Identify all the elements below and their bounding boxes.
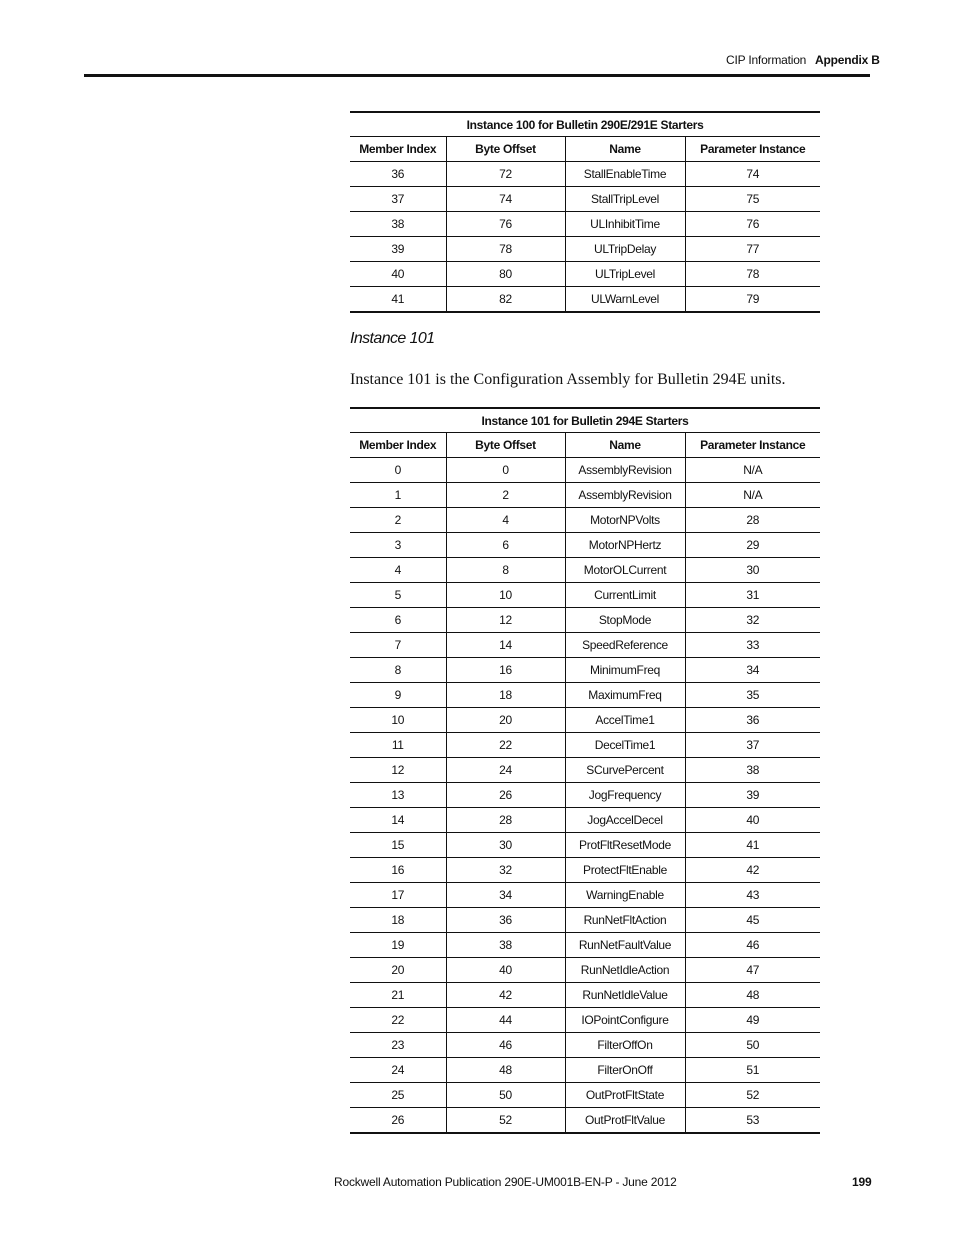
name-cell: ProtectFltEnable (565, 858, 685, 883)
name-cell: MaximumFreq (565, 683, 685, 708)
name-cell: WarningEnable (565, 883, 685, 908)
member-index-cell: 20 (350, 958, 446, 983)
parameter-instance-cell: 39 (685, 783, 820, 808)
byte-offset-cell: 38 (446, 933, 565, 958)
byte-offset-cell: 40 (446, 958, 565, 983)
member-index-cell: 6 (350, 608, 446, 633)
byte-offset-cell: 32 (446, 858, 565, 883)
member-index-cell: 41 (350, 287, 446, 313)
column-header: Name (565, 433, 685, 458)
table-row (350, 508, 820, 533)
table-row (350, 458, 820, 483)
byte-offset-cell: 10 (446, 583, 565, 608)
parameter-instance-cell: 31 (685, 583, 820, 608)
member-index-cell: 12 (350, 758, 446, 783)
table-row (350, 1033, 820, 1058)
header-appendix-label: Appendix B (815, 53, 880, 67)
member-index-cell: 3 (350, 533, 446, 558)
name-cell: ULInhibitTime (565, 212, 685, 237)
name-cell: IOPointConfigure (565, 1008, 685, 1033)
member-index-cell: 21 (350, 983, 446, 1008)
name-cell: CurrentLimit (565, 583, 685, 608)
parameter-instance-cell: 79 (685, 287, 820, 313)
table1-body (350, 112, 820, 312)
member-index-cell: 25 (350, 1083, 446, 1108)
member-index-cell: 9 (350, 683, 446, 708)
table-row (350, 858, 820, 883)
name-cell: StallTripLevel (565, 187, 685, 212)
parameter-instance-cell: 48 (685, 983, 820, 1008)
table-row (350, 212, 820, 237)
parameter-instance-cell: 37 (685, 733, 820, 758)
member-index-cell: 0 (350, 458, 446, 483)
parameter-instance-cell: 29 (685, 533, 820, 558)
parameter-instance-cell: N/A (685, 483, 820, 508)
name-cell: RunNetIdleValue (565, 983, 685, 1008)
byte-offset-cell: 26 (446, 783, 565, 808)
parameter-instance-cell: 78 (685, 262, 820, 287)
member-index-cell: 19 (350, 933, 446, 958)
parameter-instance-cell: 45 (685, 908, 820, 933)
name-cell: DecelTime1 (565, 733, 685, 758)
column-header: Member Index (350, 433, 446, 458)
column-header: Parameter Instance (685, 137, 820, 162)
name-cell: AssemblyRevision (565, 483, 685, 508)
parameter-instance-cell: 36 (685, 708, 820, 733)
table-row (350, 237, 820, 262)
table-row (350, 783, 820, 808)
name-cell: MotorNPVolts (565, 508, 685, 533)
parameter-instance-cell: 43 (685, 883, 820, 908)
table-row (350, 1058, 820, 1083)
table-row (350, 558, 820, 583)
name-cell: ULWarnLevel (565, 287, 685, 313)
member-index-cell: 22 (350, 1008, 446, 1033)
table-row (350, 483, 820, 508)
name-cell: StallEnableTime (565, 162, 685, 187)
page-number: 199 (852, 1175, 872, 1189)
parameter-instance-cell: 51 (685, 1058, 820, 1083)
parameter-instance-cell: 30 (685, 558, 820, 583)
byte-offset-cell: 72 (446, 162, 565, 187)
parameter-instance-cell: 74 (685, 162, 820, 187)
parameter-instance-cell: 32 (685, 608, 820, 633)
table-row (350, 1083, 820, 1108)
byte-offset-cell: 74 (446, 187, 565, 212)
byte-offset-cell: 14 (446, 633, 565, 658)
table-row (350, 533, 820, 558)
table-title: Instance 100 for Bulletin 290E/291E Starters (350, 112, 820, 137)
name-cell: RunNetFaultValue (565, 933, 685, 958)
name-cell: ULTripDelay (565, 237, 685, 262)
byte-offset-cell: 18 (446, 683, 565, 708)
section-heading: Instance 101 (350, 330, 435, 347)
parameter-instance-cell: 52 (685, 1083, 820, 1108)
table-row (350, 933, 820, 958)
member-index-cell: 4 (350, 558, 446, 583)
table-row (350, 908, 820, 933)
column-header: Parameter Instance (685, 433, 820, 458)
byte-offset-cell: 42 (446, 983, 565, 1008)
byte-offset-cell: 50 (446, 1083, 565, 1108)
member-index-cell: 11 (350, 733, 446, 758)
byte-offset-cell: 36 (446, 908, 565, 933)
parameter-instance-cell: 38 (685, 758, 820, 783)
member-index-cell: 40 (350, 262, 446, 287)
parameter-instance-cell: 50 (685, 1033, 820, 1058)
table-title: Instance 101 for Bulletin 294E Starters (350, 408, 820, 433)
name-cell: StopMode (565, 608, 685, 633)
member-index-cell: 18 (350, 908, 446, 933)
parameter-instance-cell: 34 (685, 658, 820, 683)
parameter-instance-cell: 53 (685, 1108, 820, 1134)
byte-offset-cell: 16 (446, 658, 565, 683)
table-row (350, 883, 820, 908)
byte-offset-cell: 22 (446, 733, 565, 758)
byte-offset-cell: 82 (446, 287, 565, 313)
table-row (350, 708, 820, 733)
name-cell: RunNetFltAction (565, 908, 685, 933)
table2-body (350, 408, 820, 1133)
table-row (350, 187, 820, 212)
parameter-instance-cell: 40 (685, 808, 820, 833)
member-index-cell: 8 (350, 658, 446, 683)
parameter-instance-cell: 41 (685, 833, 820, 858)
name-cell: SCurvePercent (565, 758, 685, 783)
header-rule (84, 74, 870, 77)
byte-offset-cell: 48 (446, 1058, 565, 1083)
table-row (350, 608, 820, 633)
table-row (350, 683, 820, 708)
instance-100-table (350, 111, 820, 313)
header-section-title: CIP Information (726, 53, 807, 67)
member-index-cell: 2 (350, 508, 446, 533)
name-cell: MotorOLCurrent (565, 558, 685, 583)
byte-offset-cell: 78 (446, 237, 565, 262)
parameter-instance-cell: 76 (685, 212, 820, 237)
member-index-cell: 13 (350, 783, 446, 808)
table-row (350, 958, 820, 983)
name-cell: AssemblyRevision (565, 458, 685, 483)
name-cell: FilterOnOff (565, 1058, 685, 1083)
column-header: Member Index (350, 137, 446, 162)
table-row (350, 583, 820, 608)
byte-offset-cell: 46 (446, 1033, 565, 1058)
name-cell: ProtFltResetMode (565, 833, 685, 858)
byte-offset-cell: 30 (446, 833, 565, 858)
member-index-cell: 7 (350, 633, 446, 658)
table-row (350, 833, 820, 858)
table-row (350, 162, 820, 187)
member-index-cell: 26 (350, 1108, 446, 1134)
byte-offset-cell: 24 (446, 758, 565, 783)
member-index-cell: 37 (350, 187, 446, 212)
parameter-instance-cell: 42 (685, 858, 820, 883)
name-cell: SpeedReference (565, 633, 685, 658)
member-index-cell: 14 (350, 808, 446, 833)
name-cell: FilterOffOn (565, 1033, 685, 1058)
table-row (350, 983, 820, 1008)
footer-publication: Rockwell Automation Publication 290E-UM001B-EN-P - June 2012 (334, 1175, 677, 1189)
member-index-cell: 1 (350, 483, 446, 508)
parameter-instance-cell: 47 (685, 958, 820, 983)
name-cell: OutProtFltValue (565, 1108, 685, 1134)
member-index-cell: 16 (350, 858, 446, 883)
parameter-instance-cell: N/A (685, 458, 820, 483)
section-paragraph: Instance 101 is the Configuration Assembly for Bulletin 294E units. (350, 371, 786, 388)
member-index-cell: 36 (350, 162, 446, 187)
table-row (350, 733, 820, 758)
byte-offset-cell: 0 (446, 458, 565, 483)
name-cell: ULTripLevel (565, 262, 685, 287)
name-cell: AccelTime1 (565, 708, 685, 733)
member-index-cell: 38 (350, 212, 446, 237)
byte-offset-cell: 20 (446, 708, 565, 733)
parameter-instance-cell: 46 (685, 933, 820, 958)
parameter-instance-cell: 75 (685, 187, 820, 212)
table-row (350, 1108, 820, 1134)
byte-offset-cell: 6 (446, 533, 565, 558)
byte-offset-cell: 76 (446, 212, 565, 237)
table-row (350, 287, 820, 313)
table-row (350, 808, 820, 833)
byte-offset-cell: 12 (446, 608, 565, 633)
name-cell: RunNetIdleAction (565, 958, 685, 983)
column-header: Name (565, 137, 685, 162)
name-cell: JogFrequency (565, 783, 685, 808)
table-row (350, 758, 820, 783)
name-cell: JogAccelDecel (565, 808, 685, 833)
byte-offset-cell: 34 (446, 883, 565, 908)
byte-offset-cell: 52 (446, 1108, 565, 1134)
member-index-cell: 24 (350, 1058, 446, 1083)
name-cell: MinimumFreq (565, 658, 685, 683)
member-index-cell: 39 (350, 237, 446, 262)
table-row (350, 1008, 820, 1033)
member-index-cell: 10 (350, 708, 446, 733)
byte-offset-cell: 2 (446, 483, 565, 508)
member-index-cell: 23 (350, 1033, 446, 1058)
byte-offset-cell: 28 (446, 808, 565, 833)
byte-offset-cell: 8 (446, 558, 565, 583)
member-index-cell: 17 (350, 883, 446, 908)
parameter-instance-cell: 77 (685, 237, 820, 262)
byte-offset-cell: 4 (446, 508, 565, 533)
parameter-instance-cell: 49 (685, 1008, 820, 1033)
table-row (350, 633, 820, 658)
name-cell: MotorNPHertz (565, 533, 685, 558)
table-row (350, 262, 820, 287)
column-header: Byte Offset (446, 137, 565, 162)
column-header: Byte Offset (446, 433, 565, 458)
member-index-cell: 5 (350, 583, 446, 608)
parameter-instance-cell: 35 (685, 683, 820, 708)
byte-offset-cell: 80 (446, 262, 565, 287)
member-index-cell: 15 (350, 833, 446, 858)
table-row (350, 658, 820, 683)
parameter-instance-cell: 28 (685, 508, 820, 533)
name-cell: OutProtFltState (565, 1083, 685, 1108)
byte-offset-cell: 44 (446, 1008, 565, 1033)
parameter-instance-cell: 33 (685, 633, 820, 658)
instance-101-table (350, 407, 820, 1134)
